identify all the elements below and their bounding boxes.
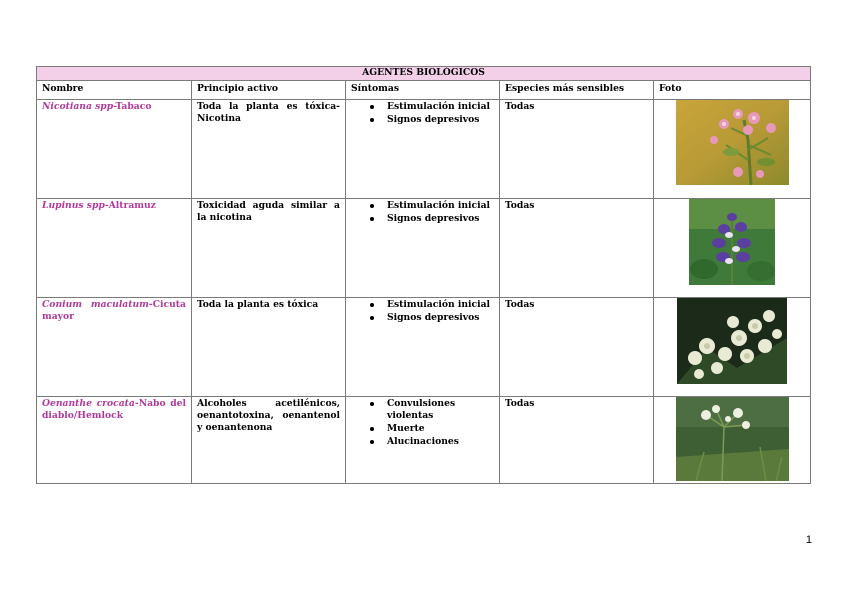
symptom-item: Estimulación inicial: [387, 299, 494, 311]
lupin-flower-photo: [689, 199, 775, 285]
symptoms-list: [351, 398, 494, 448]
common-name: -Altramuz: [104, 200, 156, 211]
species-cell: Todas: [500, 199, 654, 298]
header-sensitive-species: Especies más sensibles: [500, 81, 654, 100]
symptom-item: Signos depresivos: [387, 213, 494, 225]
scientific-name: Oenanthe crocata: [42, 398, 135, 409]
plant-name-cell: [37, 397, 192, 484]
symptoms-cell: [346, 298, 500, 397]
header-active-principle: Principio activo: [192, 81, 346, 100]
biological-agents-table: [36, 66, 811, 484]
common-name: -Tabaco: [113, 101, 152, 112]
species-cell: Todas: [500, 298, 654, 397]
tobacco-flower-photo: [676, 100, 789, 185]
photo-cell: [654, 298, 811, 397]
scientific-name: Nicotiana spp: [42, 101, 114, 112]
header-row: [37, 81, 811, 100]
common-name: -Nabo del diablo/Hemlock: [42, 398, 186, 421]
header-symptoms: Síntomas: [346, 81, 500, 100]
symptoms-list: [351, 299, 494, 324]
active-principle-cell: Toxicidad aguda similar a la nicotina: [192, 199, 346, 298]
active-principle-cell: Alcoholes acetilénicos, oenantotoxina, oenantenol y oenantenona: [192, 397, 346, 484]
plant-name-cell: [37, 298, 192, 397]
scientific-name: Conium maculatum: [42, 299, 149, 310]
common-name: -Cicuta mayor: [42, 299, 186, 322]
table-row: [37, 397, 811, 484]
table-row: [37, 298, 811, 397]
page-number: 1: [805, 534, 812, 546]
header-photo: Foto: [654, 81, 811, 100]
active-principle-cell: Toda la planta es tóxica-Nicotina: [192, 100, 346, 199]
species-cell: Todas: [500, 397, 654, 484]
scientific-name: Lupinus spp: [42, 200, 105, 211]
symptom-item: Muerte: [387, 423, 494, 435]
symptom-item: Convulsiones violentas: [387, 398, 494, 422]
photo-cell: [654, 199, 811, 298]
header-name: Nombre: [37, 81, 192, 100]
table-row: [37, 100, 811, 199]
symptom-item: Signos depresivos: [387, 114, 494, 126]
symptoms-list: [351, 101, 494, 126]
table-row: [37, 199, 811, 298]
water-dropwort-photo: [676, 397, 789, 481]
symptom-item: Estimulación inicial: [387, 200, 494, 212]
symptoms-list: [351, 200, 494, 225]
symptoms-cell: [346, 397, 500, 484]
photo-cell: [654, 397, 811, 484]
symptoms-cell: [346, 100, 500, 199]
hemlock-flower-photo: [677, 298, 787, 384]
symptom-item: Alucinaciones: [387, 436, 494, 448]
photo-cell: [654, 100, 811, 199]
plant-name-cell: [37, 199, 192, 298]
symptoms-cell: [346, 199, 500, 298]
active-principle-cell: Toda la planta es tóxica: [192, 298, 346, 397]
symptom-item: Estimulación inicial: [387, 101, 494, 113]
table-title: AGENTES BIOLÓGICOS: [37, 67, 811, 81]
plant-name-cell: [37, 100, 192, 199]
species-cell: Todas: [500, 100, 654, 199]
symptom-item: Signos depresivos: [387, 312, 494, 324]
